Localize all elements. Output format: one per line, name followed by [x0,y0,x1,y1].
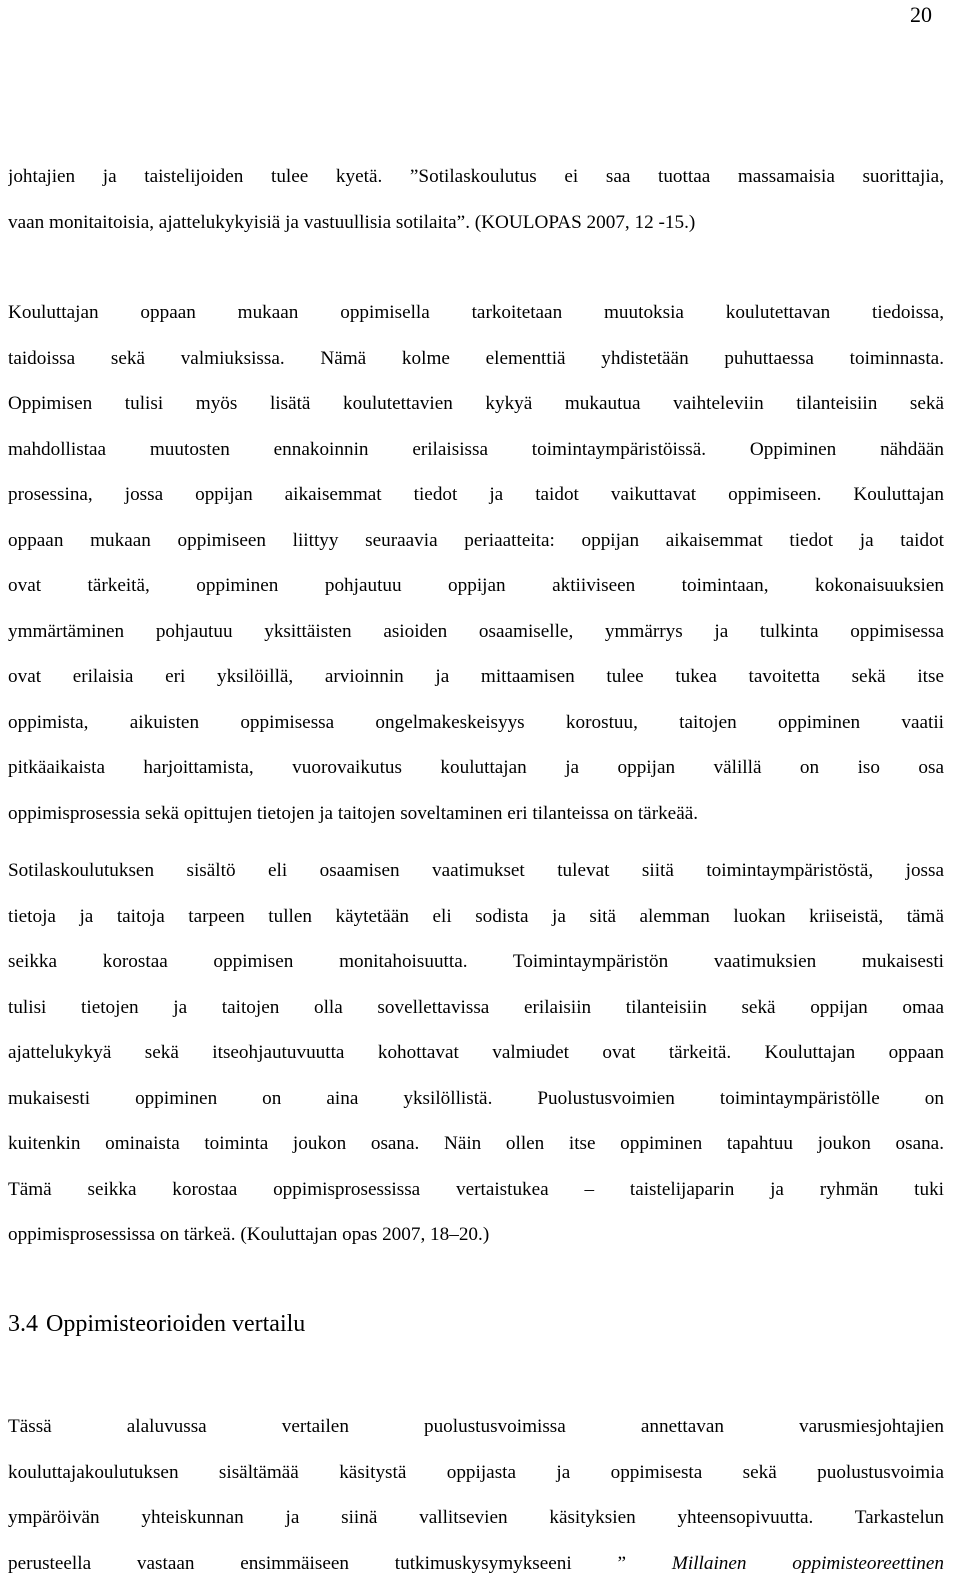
section-title: Oppimisteorioiden vertailu [46,1311,305,1337]
text-line: taidoissa sekä valmiuksissa. Nämä kolme elementtiä yhdistetään puhuttaessa toiminnasta. [8,345,944,391]
text-line: mahdollistaa muutosten ennakoinnin erilaisissa toimintaympäristöissä. Oppiminen nähdään [8,436,944,482]
text-line: seikka korostaa oppimisen monitahoisuutta. Toimintaympäristön vaatimuksien mukaisesti [8,948,944,994]
text-line: ymmärtäminen pohjautuu yksittäisten asioiden osaamiselle, ymmärrys ja tulkinta oppimisessa [8,618,944,664]
paragraph-2 [8,299,944,845]
text-line: kouluttajakoulutuksen sisältämää käsitystä oppijasta ja oppimisesta sekä puolustusvoimia [8,1459,944,1505]
text-line: oppimisprosessia sekä opittujen tietojen ja taitojen soveltaminen eri tilanteissa on tärkeää. [8,800,944,846]
text-line: kuitenkin ominaista toiminta joukon osana. Näin ollen itse oppiminen tapahtuu joukon osana. [8,1130,944,1176]
paragraph-1 [8,163,944,254]
text-line: Tässä alaluvussa vertailen puolustusvoimissa annettavan varusmiesjohtajien [8,1413,944,1459]
paragraph-3 [8,857,944,1267]
text-line: prosessina, jossa oppijan aikaisemmat tiedot ja taidot vaikuttavat oppimiseen. Kouluttajan [8,481,944,527]
text-line: Sotilaskoulutuksen sisältö eli osaamisen vaatimukset tulevat siitä toimintaympäristöstä, jossa [8,857,944,903]
text-plain: perusteella vastaan ensimmäiseen tutkimuskysymykseeni ” [8,1553,626,1574]
text-line: tietoja ja taitoja tarpeen tullen käytetään eli sodista ja sitä alemman luokan kriiseistä, tämä [8,903,944,949]
text-line: ovat erilaisia eri yksilöillä, arvioinnin ja mittaamisen tulee tukea tavoitetta sekä itse [8,663,944,709]
text-line: oppimista, aikuisten oppimisessa ongelmakeskeisyys korostuu, taitojen oppiminen vaatii [8,709,944,755]
text-line: ovat tärkeitä, oppiminen pohjautuu oppijan aktiiviseen toimintaan, kokonaisuuksien [8,572,944,618]
text-line: ajattelukykyä sekä itseohjautuvuutta kohottavat valmiudet ovat tärkeitä. Kouluttajan oppaan [8,1039,944,1085]
section-heading [8,1309,313,1339]
text-line: Oppimisen tulisi myös lisätä koulutettavien kykyä mukautua vaihteleviin tilanteisiin sekä [8,390,944,436]
text-line: tulisi tietojen ja taitojen olla sovellettavissa erilaisiin tilanteisiin sekä oppijan omaa [8,994,944,1040]
text-italic: Millainen oppimisteoreettinen [672,1553,944,1574]
text-line: Tämä seikka korostaa oppimisprosessissa vertaistukea – taistelijaparin ja ryhmän tuki [8,1176,944,1222]
text-line [8,1550,944,1595]
text-line: ympäröivän yhteiskunnan ja siinä vallitsevien käsityksien yhteensopivuutta. Tarkastelun [8,1504,944,1550]
text-line: oppimisprosessissa on tärkeä. (Kouluttajan opas 2007, 18–20.) [8,1221,944,1267]
page-number: 20 [872,2,932,28]
text-line: oppaan mukaan oppimiseen liittyy seuraavia periaatteita: oppijan aikaisemmat tiedot ja taidot [8,527,944,573]
text-line: mukaisesti oppiminen on aina yksilöllistä. Puolustusvoimien toimintaympäristölle on [8,1085,944,1131]
section-number: 3.4 [8,1311,38,1337]
paragraph-4 [8,1413,944,1595]
text-line: johtajien ja taistelijoiden tulee kyetä. ”Sotilaskoulutus ei saa tuottaa massamaisia suorittajia, [8,163,944,209]
text-line: vaan monitaitoisia, ajattelukykyisiä ja vastuullisia sotilaita”. (KOULOPAS 2007, 12 -15.) [8,209,944,255]
text-line: pitkäaikaista harjoittamista, vuorovaikutus kouluttajan ja oppijan välillä on iso osa [8,754,944,800]
text-line: Kouluttajan oppaan mukaan oppimisella tarkoitetaan muutoksia koulutettavan tiedoissa, [8,299,944,345]
